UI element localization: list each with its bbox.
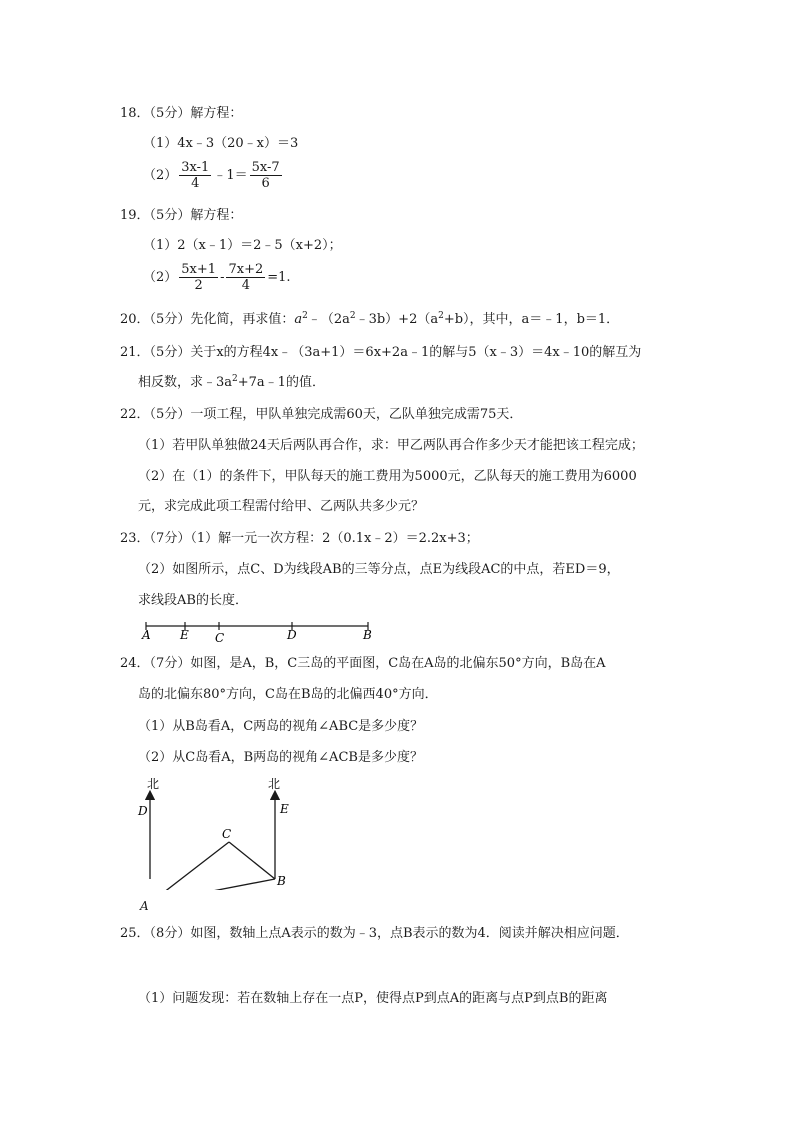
q24-part2: （2）从C岛看A，B两岛的视角∠ACB是多少度？ [138, 750, 423, 765]
q23-stem: 23．（7分）（1）解一元一次方程：2（0.1x﹣2）＝2.2x+3； [120, 531, 479, 546]
q21-line1: 21．（5分）关于x的方程4x﹣（3a+1）＝6x+2a﹣1的解与5（x﹣3）＝4x﹣10的解互为 [120, 345, 642, 360]
q23-part2-line1: （2）如图所示，点C、D为线段AB的三等分点，点E为线段AC的中点，若ED＝9， [138, 562, 620, 577]
segment-diagram [130, 614, 390, 646]
q22-stem: 22．（5分）一项工程，甲队单独完成需60天，乙队单独完成需75天． [120, 407, 523, 422]
q21-line2-b: +7a﹣1的值． [237, 375, 325, 390]
q22-part2-line2: 元，求完成此项工程需付给甲、乙两队共多少元？ [138, 499, 425, 514]
q20-text-b: a [294, 312, 303, 327]
q20-text-e: +b），其中，a＝﹣1，b＝1． [443, 312, 620, 327]
q19-fraction-1-denominator: 2 [194, 278, 203, 293]
q19-fraction-2 [226, 262, 265, 293]
label-e: E [180, 628, 189, 642]
label-d: D [138, 804, 148, 818]
q24-line2: 岛的北偏东80°方向，C岛在B岛的北偏西40°方向． [138, 687, 438, 702]
q19-part2-tail: =1. [267, 270, 291, 285]
q19-fraction-2-numerator: 7x+2 [228, 262, 264, 277]
q19-part1: （1）2（x﹣1）＝2﹣5（x+2）； [143, 238, 342, 253]
line-ac [150, 842, 229, 890]
label-a-island: A [140, 899, 149, 913]
q19-part2-mid: - [220, 270, 225, 285]
q18-fraction-1-denominator: 4 [191, 176, 200, 191]
label-c: C [215, 631, 225, 645]
q18-stem: 18．（5分）解方程： [120, 106, 243, 121]
q18-fraction-2-denominator: 6 [261, 176, 270, 191]
q20-sup-2: 2 [349, 311, 356, 321]
label-b: B [277, 874, 286, 888]
q24-line1: 24．（7分）如图，是A，B，C三岛的平面图，C岛在A岛的北偏东50°方向，B岛在A [120, 656, 606, 671]
line-cb [229, 842, 275, 879]
q23-part2-line2: 求线段AB的长度． [138, 593, 248, 608]
north-label-b: 北 [268, 777, 281, 791]
q22-part2-line1: （2）在（1）的条件下，甲队每天的施工费用为5000元，乙队每天的施工费用为6000 [138, 469, 637, 484]
q20-sup-3: 2 [438, 311, 444, 321]
q20-text-a: 20．（5分）先化简，再求值： [120, 312, 295, 327]
q21-line2 [138, 374, 325, 392]
q25-part1: （1）问题发现：若在数轴上存在一点P，使得点P到点A的距离与点P到点B的距离 [138, 991, 608, 1006]
q18-part1: （1）4x﹣3（20﹣x）＝3 [143, 136, 299, 151]
q20-text-c: ﹣（2a [307, 312, 350, 327]
islands-diagram [130, 775, 300, 890]
q25-stem: 25．（8分）如图，数轴上点A表示的数为﹣3，点B表示的数为4．阅读并解决相应问题． [120, 926, 629, 941]
label-d: D [287, 628, 297, 642]
q19-stem: 19．（5分）解方程： [120, 208, 243, 223]
q18-part2 [143, 160, 284, 191]
q19-fraction-1 [179, 262, 218, 293]
label-c: C [222, 827, 232, 841]
q20-sup-1: 2 [302, 311, 308, 321]
q18-fraction-1-numerator: 3x-1 [181, 160, 210, 175]
q18-part2-mid: ﹣1＝ [213, 168, 248, 183]
q20-text [120, 311, 619, 329]
q21-line2-sup: 2 [232, 374, 238, 384]
q20-text-d: ﹣3b）+2（a [355, 312, 439, 327]
label-e: E [280, 802, 289, 816]
q21-line2-a: 相反数，求﹣3a [138, 375, 233, 390]
q18-fraction-2 [250, 160, 282, 191]
q22-part1: （1）若甲队单独做24天后两队再合作，求：甲乙两队再合作多少天才能把该工程完成； [138, 438, 644, 453]
q19-fraction-1-numerator: 5x+1 [181, 262, 217, 277]
north-label-a: 北 [147, 777, 160, 791]
q19-part2-prefix: （2） [143, 270, 178, 285]
q24-part1: （1）从B岛看A，C两岛的视角∠ABC是多少度？ [138, 719, 424, 734]
q19-fraction-2-denominator: 4 [241, 278, 250, 293]
q18-fraction-1 [179, 160, 211, 191]
q18-fraction-2-numerator: 5x-7 [251, 160, 280, 175]
label-a: A [142, 628, 151, 642]
q18-part2-prefix: （2） [143, 168, 178, 183]
q19-part2 [143, 262, 291, 293]
label-b: B [363, 628, 372, 642]
